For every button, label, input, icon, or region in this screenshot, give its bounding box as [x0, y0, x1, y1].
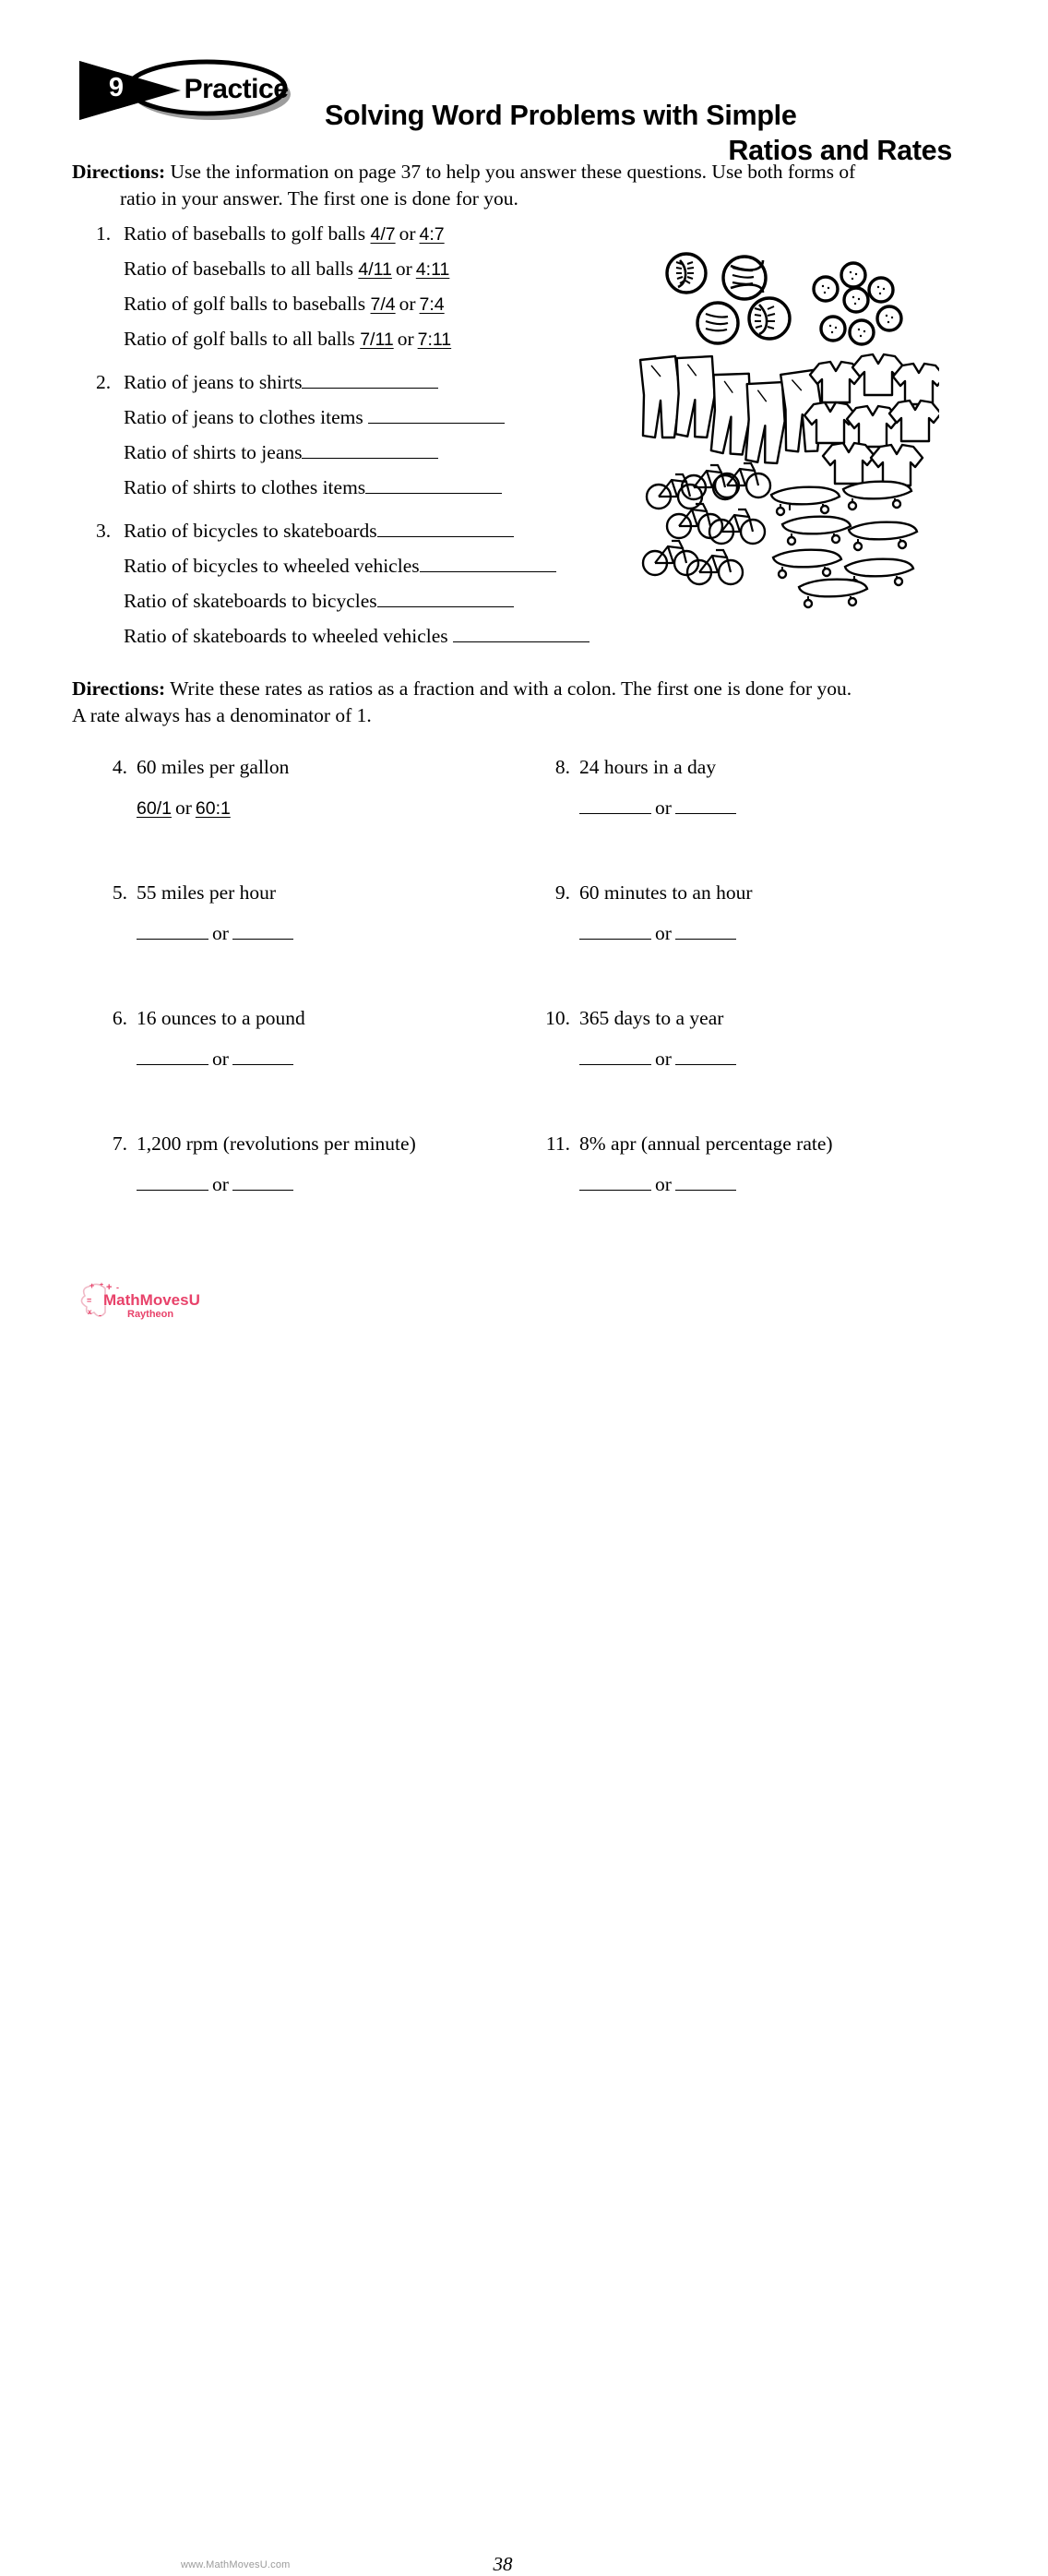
question-prompt: Ratio of bicycles to wheeled vehicles: [124, 555, 420, 577]
directions-block-2: [72, 676, 944, 729]
answer-blank[interactable]: [365, 479, 502, 494]
answer-fraction: 60/1: [137, 798, 172, 819]
answer-blank-colon[interactable]: [232, 1178, 293, 1191]
rate-prompt: 1,200 rpm (revolutions per minute): [137, 1132, 416, 1155]
rate-question-4: [92, 755, 289, 821]
rate-prompt-row: [535, 755, 736, 779]
rate-prompt-row: [92, 881, 293, 905]
rate-prompt-row: [535, 881, 753, 905]
question-2-row-4: [96, 478, 505, 513]
svg-text:+: +: [100, 1282, 104, 1288]
question-prompt: Ratio of baseballs to golf balls: [124, 222, 371, 245]
rate-answer-row: [92, 796, 289, 821]
answer-colon: 60:1: [195, 798, 231, 819]
bicycles-group: [643, 463, 770, 584]
rate-prompt: 8% apr (annual percentage rate): [579, 1132, 833, 1155]
question-prompt: Ratio of baseballs to all balls: [124, 258, 359, 280]
rate-question-10: [535, 1006, 736, 1071]
question-1-row-4: [96, 329, 451, 365]
answer-blank[interactable]: [453, 628, 590, 642]
question-number: 1.: [96, 222, 112, 245]
svg-text:-: -: [116, 1283, 119, 1292]
question-prompt: Ratio of skateboards to wheeled vehicles: [124, 625, 454, 647]
or-separator: or: [399, 222, 416, 245]
rate-question-7: [92, 1132, 416, 1196]
rate-number: 6.: [112, 1007, 127, 1029]
mathmovesu-logo: [76, 1276, 260, 1324]
directions-label: Directions:: [72, 161, 166, 183]
rate-number: 9.: [554, 881, 570, 904]
answer-blank-fraction[interactable]: [137, 927, 208, 940]
rate-prompt: 365 days to a year: [579, 1007, 724, 1029]
page-title-line-2: Ratios and Rates: [728, 135, 952, 167]
rate-answer-row: [535, 1172, 833, 1196]
baseballs-and-golfballs-illustration: [651, 247, 928, 349]
page-title-line-1: Solving Word Problems with Simple: [325, 100, 797, 132]
answer-blank[interactable]: [368, 409, 505, 424]
rate-answer-row: [535, 796, 736, 820]
directions-block-1: [72, 159, 944, 212]
answer-blank-fraction[interactable]: [137, 1052, 208, 1065]
question-1-row-3: [96, 294, 451, 329]
rate-prompt-row: [535, 1132, 833, 1156]
or-separator: or: [655, 1048, 672, 1070]
or-separator: or: [655, 922, 672, 944]
or-separator: or: [397, 328, 414, 350]
answer-blank-colon[interactable]: [232, 1052, 293, 1065]
svg-text:+: +: [106, 1282, 113, 1293]
question-prompt: Ratio of golf balls to baseballs: [124, 293, 371, 315]
question-1-row-2: [96, 259, 451, 294]
question-block-1: [96, 224, 451, 365]
question-2-row-1: [96, 373, 505, 408]
answer-fraction: 7/11: [360, 329, 394, 350]
or-separator: or: [395, 258, 412, 280]
answer-blank[interactable]: [302, 444, 438, 459]
question-3-row-3: [96, 592, 590, 627]
jeans-group: [640, 354, 823, 463]
page-number: 38: [493, 2553, 513, 2575]
rate-prompt-row: [92, 1132, 416, 1156]
logo-subbrand: Raytheon: [127, 1309, 174, 1320]
or-separator: or: [174, 797, 192, 819]
answer-blank[interactable]: [302, 374, 438, 389]
answer-blank-colon[interactable]: [232, 927, 293, 940]
answer-blank[interactable]: [420, 557, 556, 572]
question-2-row-2: [96, 408, 505, 443]
question-prompt: Ratio of shirts to clothes items: [124, 476, 366, 498]
answer-colon: 7:4: [419, 294, 445, 315]
rate-number: 8.: [554, 756, 570, 778]
answer-blank-fraction[interactable]: [579, 1052, 651, 1065]
lesson-number: 9: [108, 73, 125, 102]
rate-answer-row: [92, 1172, 416, 1196]
page-footer: [0, 1264, 1048, 2575]
or-separator: or: [399, 293, 416, 315]
rate-prompt: 24 hours in a day: [579, 756, 717, 778]
rate-question-9: [535, 881, 753, 945]
question-prompt: Ratio of bicycles to skateboards: [124, 520, 377, 542]
rate-prompt: 60 minutes to an hour: [579, 881, 753, 904]
question-prompt: Ratio of jeans to shirts: [124, 371, 303, 393]
rate-answer-row: [92, 921, 293, 945]
rate-prompt-row: [92, 1006, 305, 1030]
svg-text:=: =: [87, 1296, 92, 1305]
rate-prompt: 16 ounces to a pound: [137, 1007, 305, 1029]
answer-blank-colon[interactable]: [675, 1052, 736, 1065]
page-header: [0, 0, 1048, 167]
rate-prompt-row: [92, 755, 289, 779]
question-3-row-1: [96, 521, 590, 557]
rate-number: 11.: [545, 1132, 570, 1155]
rate-question-6: [92, 1006, 305, 1071]
question-block-3: [96, 521, 590, 662]
question-1-row-1: [96, 224, 451, 259]
rate-answer-row: [92, 1047, 305, 1071]
directions-body-line-2: ratio in your answer. The first one is done for you.: [120, 187, 518, 210]
rate-prompt-row: [535, 1006, 736, 1030]
answer-colon: 4:7: [419, 224, 445, 245]
directions-body-line-1: Use the information on page 37 to help you answer these questions. Use both forms of: [170, 161, 856, 183]
baseball-group: [667, 254, 790, 343]
or-separator: or: [212, 922, 229, 944]
answer-blank[interactable]: [377, 593, 514, 607]
answer-fraction: 4/7: [370, 224, 396, 245]
answer-blank-colon[interactable]: [675, 927, 736, 940]
answer-colon: 4:11: [415, 259, 450, 280]
or-separator: or: [212, 1048, 229, 1070]
directions-body-line-1: Write these rates as ratios as a fraction and with a colon. The first one is done for you.: [170, 677, 852, 700]
or-separator: or: [655, 1173, 672, 1195]
question-2-row-3: [96, 443, 505, 478]
rate-question-8: [535, 755, 736, 820]
answer-colon: 7:11: [417, 329, 452, 350]
svg-text:x: x: [88, 1308, 92, 1316]
rate-prompt: 60 miles per gallon: [137, 756, 290, 778]
svg-text:+: +: [89, 1281, 95, 1290]
directions-label: Directions:: [72, 677, 166, 700]
question-number: 2.: [96, 371, 112, 393]
skateboards-group: [771, 482, 917, 607]
answer-blank-colon[interactable]: [675, 801, 736, 814]
rate-answer-row: [535, 921, 753, 945]
question-prompt: Ratio of jeans to clothes items: [124, 406, 369, 428]
question-prompt: Ratio of skateboards to bicycles: [124, 590, 377, 612]
question-3-row-4: [96, 627, 590, 662]
rate-question-11: [535, 1132, 833, 1196]
or-separator: or: [212, 1173, 229, 1195]
golfball-group: [814, 263, 901, 344]
mathmovesu-url: www.MathMovesU.com: [181, 2559, 291, 2570]
answer-blank-fraction[interactable]: [137, 1178, 208, 1191]
rate-number: 7.: [112, 1132, 127, 1155]
question-3-row-2: [96, 557, 590, 592]
rate-number: 5.: [112, 881, 127, 904]
question-number: 3.: [96, 520, 112, 542]
rate-answer-row: [535, 1047, 736, 1071]
answer-blank[interactable]: [377, 522, 514, 537]
rate-number: 4.: [112, 756, 127, 778]
practice-banner: [72, 57, 321, 124]
svg-text:-: -: [99, 1311, 101, 1320]
question-prompt: Ratio of shirts to jeans: [124, 441, 303, 463]
question-block-2: [96, 373, 505, 513]
or-separator: or: [655, 797, 672, 819]
answer-blank-colon[interactable]: [675, 1178, 736, 1191]
banner-label: Practice: [184, 74, 289, 104]
directions-body-line-2: A rate always has a denominator of 1.: [72, 704, 372, 726]
answer-blank-fraction[interactable]: [579, 801, 651, 814]
answer-blank-fraction[interactable]: [579, 927, 651, 940]
answer-fraction: 4/11: [358, 259, 392, 280]
question-prompt: Ratio of golf balls to all balls: [124, 328, 361, 350]
answer-blank-fraction[interactable]: [579, 1178, 651, 1191]
bicycles-and-skateboards-illustration: [640, 460, 935, 618]
answer-fraction: 7/4: [370, 294, 396, 315]
rate-number: 10.: [545, 1007, 570, 1029]
logo-wordmark: MathMovesU: [103, 1291, 200, 1309]
rate-question-5: [92, 881, 293, 945]
rate-prompt: 55 miles per hour: [137, 881, 277, 904]
